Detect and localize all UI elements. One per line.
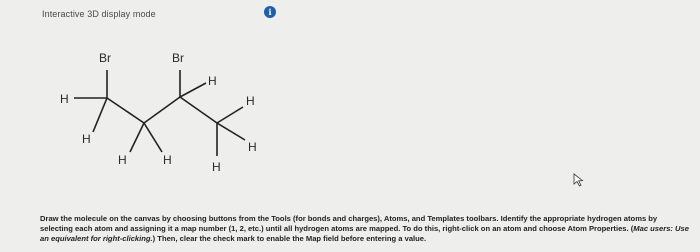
bond-c2-c3 — [144, 97, 180, 123]
instructions-part2: ) Then, clear the check mark to enable the Map field before entering a value. — [152, 234, 427, 243]
info-icon[interactable] — [264, 6, 276, 18]
bond-c2-h2 — [144, 123, 162, 152]
atom-h-left[interactable]: H — [60, 92, 69, 106]
display-mode-label: Interactive 3D display mode — [42, 9, 156, 19]
atom-h-bottom-2[interactable]: H — [163, 153, 172, 167]
atom-br-2[interactable]: Br — [172, 51, 184, 65]
display-mode-header — [42, 4, 156, 18]
bond-c4-h-low — [217, 123, 245, 140]
atom-h-bottom-1[interactable]: H — [118, 153, 127, 167]
atom-h-lower-left[interactable]: H — [82, 132, 91, 146]
atom-h-right-mid[interactable]: H — [246, 94, 255, 108]
bond-c1-c2 — [107, 98, 144, 123]
mac-users-note: Mac users: Use an equivalent for right-clicking. — [40, 224, 689, 243]
bond-c4-h-right — [217, 107, 243, 123]
instructions-text — [40, 214, 690, 244]
info-glyph: i — [268, 7, 272, 17]
atom-h-right-low[interactable]: H — [248, 140, 257, 154]
atom-h-top-right[interactable]: H — [208, 74, 217, 88]
atom-br-1[interactable]: Br — [99, 51, 111, 65]
atom-h-bottom-right[interactable]: H — [212, 160, 221, 174]
bond-c3-c4 — [180, 97, 217, 123]
mouse-pointer-icon — [573, 173, 585, 187]
bonds — [74, 70, 245, 156]
instructions-part1: Draw the molecule on the canvas by choosing buttons from the Tools (for bonds and charges), Atoms, and Templates toolbars. Identify the appropriate hydrogen atoms by selecting each atom and assigning it a map number (1, 2, etc.) until all hydrogen atoms are mapped. To do this, right-click on an atom and choose Atom Properties. ( — [40, 214, 658, 233]
bond-c1-h-lower — [93, 98, 107, 132]
bond-c3-h-top — [180, 83, 206, 97]
bond-c2-h1 — [130, 123, 144, 152]
